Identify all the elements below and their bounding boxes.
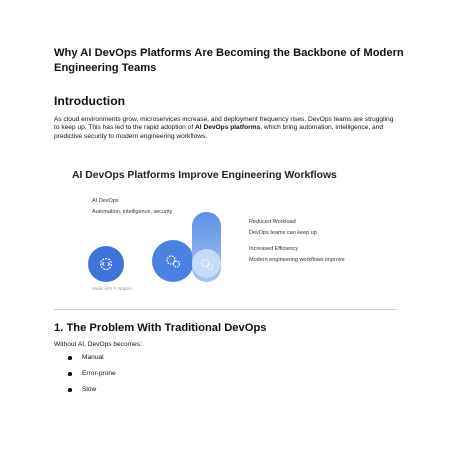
left-label: AI DevOps bbox=[92, 198, 119, 204]
article-title: Why AI DevOps Platforms Are Becoming the Backbone of Modern Engineering Teams bbox=[54, 47, 404, 74]
bullet-icon bbox=[68, 388, 72, 392]
napkin-logo-icon: ✎ bbox=[113, 286, 117, 291]
pill-circle bbox=[192, 249, 221, 278]
middle-circle bbox=[152, 240, 194, 282]
intro-text-end: , which bring automation, intelligence, and predictive security to modern engineering workflows. bbox=[54, 124, 384, 140]
bullet-icon bbox=[68, 356, 72, 360]
gears-icon bbox=[198, 255, 216, 273]
list-item-label: Manual bbox=[82, 354, 104, 361]
infographic bbox=[72, 168, 382, 300]
list-item-label: Error-prone bbox=[82, 370, 116, 377]
intro-text-start: As cloud environments grow, microservices increase, and deployment frequency rises, DevOps teams are struggling to keep up. This has led to the rapid adoption of bbox=[54, 116, 394, 132]
section-heading: 1. The Problem With Traditional DevOps bbox=[54, 322, 267, 334]
gears-icon bbox=[163, 251, 183, 271]
credit-prefix: Made with bbox=[92, 286, 113, 291]
problem-list bbox=[54, 354, 116, 402]
intro-heading: Introduction bbox=[54, 94, 126, 108]
gear-code-icon bbox=[97, 255, 115, 273]
credit-brand: Napkin bbox=[118, 286, 132, 291]
left-sublabel: Automation, intelligence, security bbox=[92, 209, 173, 215]
ai-devops-circle bbox=[88, 246, 124, 282]
list-item-label: Slow bbox=[82, 386, 97, 393]
right-item-1-subtitle: DevOps teams can keep up bbox=[249, 230, 317, 236]
right-item-2-title: Increased Efficiency bbox=[249, 246, 299, 252]
section-lead: Without AI, DevOps becomes: bbox=[54, 341, 142, 348]
right-item-1-title: Reduced Workload bbox=[249, 219, 296, 225]
intro-bold-term: AI DevOps platforms bbox=[195, 124, 261, 132]
napkin-credit bbox=[92, 286, 132, 293]
intro-paragraph bbox=[54, 116, 399, 141]
infographic-title: AI DevOps Platforms Improve Engineering Workflows bbox=[72, 170, 337, 181]
bullet-icon bbox=[68, 372, 72, 376]
right-item-2-subtitle: Modern engineering workflows improve bbox=[249, 257, 345, 263]
list-item bbox=[54, 370, 116, 386]
list-item bbox=[54, 386, 116, 402]
list-item bbox=[54, 354, 116, 370]
section-divider bbox=[54, 309, 397, 310]
